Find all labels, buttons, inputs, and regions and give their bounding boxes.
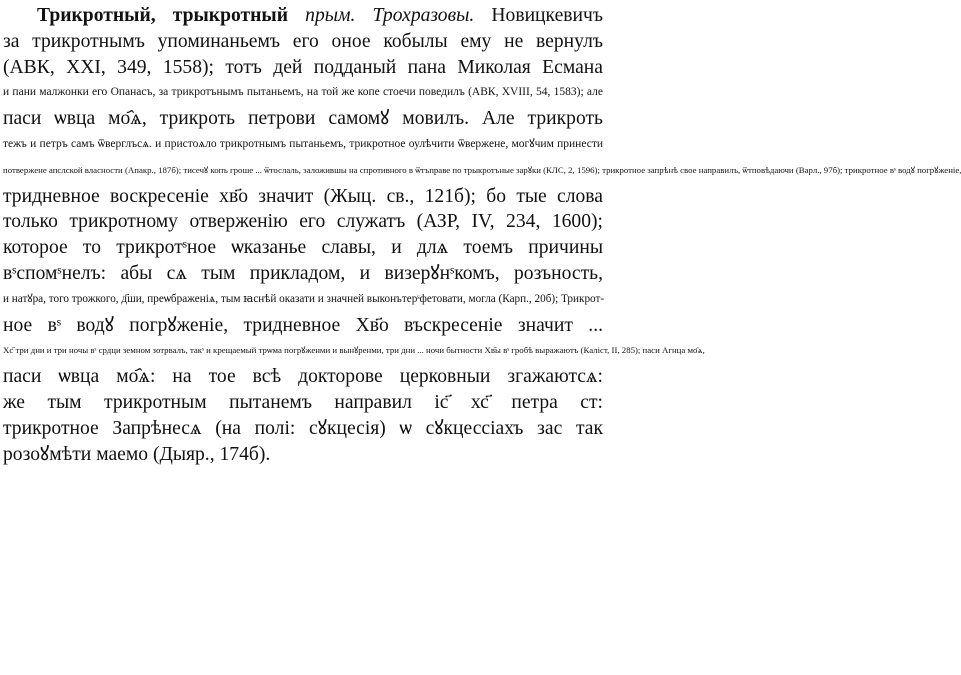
entry-line bbox=[3, 287, 603, 313]
dictionary-entry bbox=[3, 3, 961, 672]
entry-text: Новицкевичъ bbox=[491, 5, 603, 26]
entry-text: и пани малжонки его Опанасъ, за трикротънымъ пытаньемъ, на той же копе стоечи поведилъ (АВК, XVIII, 54, 1583); але bbox=[3, 86, 603, 99]
entry-line bbox=[3, 132, 603, 158]
entry-line: только трикротному отверженію его служатъ (АЗР, IV, 234, 1600); bbox=[3, 211, 603, 233]
entry-line: тридневное воскресеніе хв҃о значит (Жыц. св., 121б); бо тые слова bbox=[3, 185, 603, 207]
entry-line: паси ѡвца мо҄ѧ, трикроть петрови самомꙋ мовилъ. Але трикроть bbox=[3, 108, 603, 130]
entry-line bbox=[3, 338, 705, 364]
entry-line bbox=[3, 80, 603, 106]
entry-text: потвержене апслской власности (Апакр., 187б); тисечꙋ копъ гроше ... ѿтослаль, заложившы на спротивного в ѿтъправе по трыкротъные зарꙋки (КЛС, 2, 1596); трикротное запрѣнѣ свое направилъ, ѿтповѣдаючи (Варл., 97б); трикротное вˢ водꙋ погрꙋженіе, bbox=[3, 164, 961, 175]
entry-line: (АВК, XXI, 349, 1558); тотъ дей подданый пана Миколая Есмана bbox=[3, 56, 603, 78]
entry-line: трикротное Запрѣнесѧ (на полі: сꙋкцесія) ѡ сꙋкцессіахъ зас так bbox=[3, 417, 603, 439]
entry-line: же тым трикротным пытанемъ направил іс҃ хс҃ петра ст: bbox=[3, 391, 603, 413]
entry-line: розоꙋмѣти маемо (Дыяр., 174б). bbox=[3, 443, 271, 465]
entry-text: Хс҃ три дни и три ночы вˢ срдци земном зотрвалъ, такˢ и крещаемый трѡма погрꙋженми и вынꙋренми, три дни ... ночи бытности Хв҃ы вˢ гробѣ выражаютъ (Каліст, II, 285); паси Агнца мо҄ѧ, bbox=[3, 345, 705, 356]
entry-line: за трикротнымъ упоминаньемъ его оное кобылы ему не вернулъ bbox=[3, 30, 603, 52]
entry-line: которое то трикротˢное ѡказанье славы, и длѧ тоемъ причины bbox=[3, 237, 603, 259]
grammar-label: прым. Трохразовы. bbox=[305, 5, 475, 26]
entry-line bbox=[3, 158, 961, 184]
entry-line: вˢспомˢнелъ: абы сѧ тым прикладом, и визерꙋнˢкомъ, розъность, bbox=[3, 262, 603, 284]
entry-line: паси ѡвца мо҄ѧ: на тое всѣ докторове церковныи згажаютсѧ: bbox=[3, 366, 603, 388]
headword: Трикротный, трыкротный bbox=[37, 5, 289, 26]
entry-line: ное вˢ водꙋ погрꙋженіе, тридневное Хв҃о въскресеніе значит ... bbox=[3, 314, 603, 336]
entry-line bbox=[3, 3, 603, 29]
entry-text: тежъ и петръ самъ ѿверглъсѧ. и пристоѧло трикротнымъ пытаньемъ, трикротное оулѣчити ѿвержене, могꙋчим принести bbox=[3, 137, 603, 150]
entry-text: и натꙋра, того трожкого, д҃ши, преѡбраженіѧ, тым ꙗснѣй оказати и значней выконътерˢфетовати, могла (Карп., 20б); Трикрот- bbox=[3, 292, 605, 305]
